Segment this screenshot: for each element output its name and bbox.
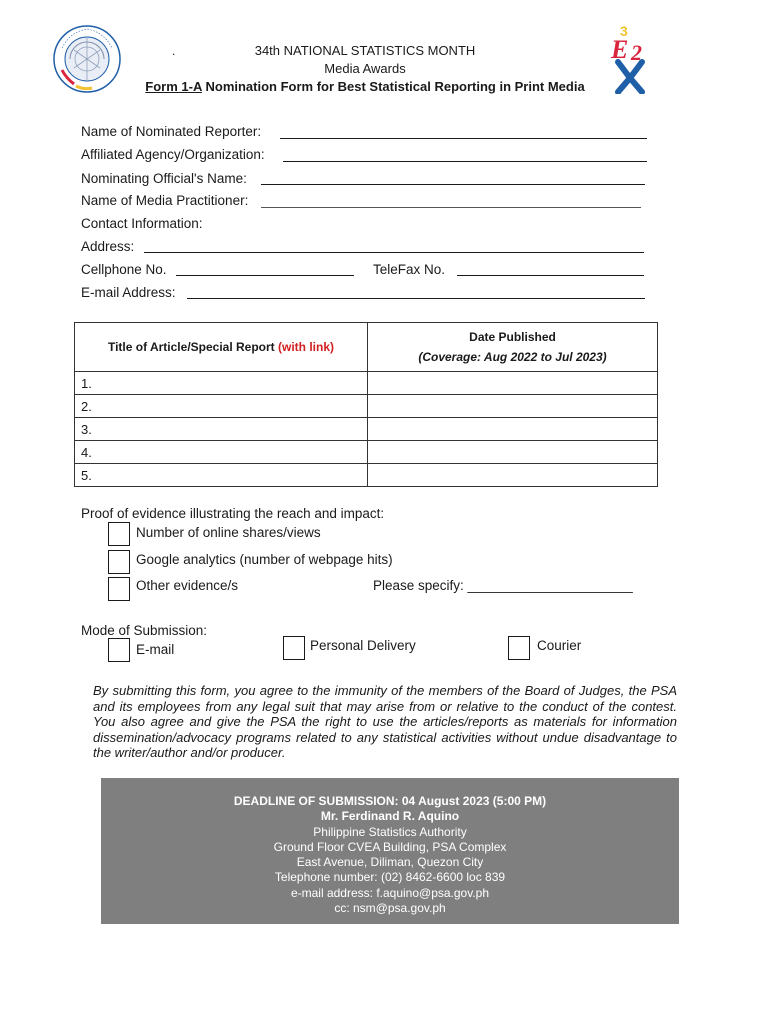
date-cell[interactable]	[368, 418, 658, 441]
table-header-row	[75, 323, 658, 372]
event-subtitle: Media Awards	[324, 61, 406, 76]
courier-label: Courier	[537, 638, 582, 653]
table-row	[75, 441, 658, 464]
telephone: Telephone number: (02) 8462-6600 loc 839	[274, 870, 506, 885]
with-link-text: (with link)	[278, 340, 335, 354]
personal-delivery-checkbox[interactable]	[283, 636, 305, 660]
row-number-cell[interactable]: 3.	[75, 418, 368, 441]
disclaimer-text: By submitting this form, you agree to the immunity of the members of the Board of Judges, the PSA and its employees from any legal suit that may arise from or relative to the conduct of the contest. You also agree and give the PSA the right to use the articles/reports as materials for information dissemination/advocacy programs related to any statistical activities without undue disadvantage to the writer/author and/or producer.	[93, 683, 677, 760]
online-shares-checkbox[interactable]	[108, 522, 130, 546]
media-practitioner-field[interactable]	[261, 207, 641, 208]
table-row	[75, 372, 658, 395]
coverage-header: (Coverage: Aug 2022 to Jul 2023)	[418, 350, 607, 364]
contact-person: Mr. Ferdinand R. Aquino	[320, 809, 460, 824]
form-title	[110, 79, 620, 94]
building: Ground Floor CVEA Building, PSA Complex	[273, 839, 507, 854]
affiliated-agency-field[interactable]	[283, 161, 647, 162]
contact-information-label: Contact Information:	[81, 216, 203, 231]
telefax-label: TeleFax No.	[373, 262, 446, 277]
row-number-cell[interactable]: 2.	[75, 395, 368, 418]
nominated-reporter-label: Name of Nominated Reporter:	[81, 124, 262, 139]
cellphone-field[interactable]	[176, 275, 354, 276]
svg-text:E: E	[611, 35, 629, 64]
google-analytics-checkbox[interactable]	[108, 550, 130, 574]
title-column-header	[75, 323, 368, 372]
organization: Philippine Statistics Authority	[313, 824, 467, 839]
google-analytics-label: Google analytics (number of webpage hits)	[136, 552, 393, 567]
cellphone-label: Cellphone No.	[81, 262, 167, 277]
date-published-header: Date Published	[469, 330, 556, 344]
submission-title: Mode of Submission:	[81, 623, 208, 638]
row-number-cell[interactable]: 1.	[75, 372, 368, 395]
date-cell[interactable]	[368, 395, 658, 418]
evidence-title: Proof of evidence illustrating the reach and impact:	[81, 506, 385, 521]
other-evidence-label: Other evidence/s	[136, 578, 239, 593]
email-contact[interactable]: e-mail address: f.aquino@psa.gov.ph	[290, 885, 490, 900]
table-row	[75, 464, 658, 487]
svg-text:2: 2	[631, 40, 642, 65]
address-label: Address:	[81, 239, 135, 254]
row-number-cell[interactable]: 5.	[75, 464, 368, 487]
nominating-official-field[interactable]	[261, 184, 645, 185]
date-cell[interactable]	[368, 464, 658, 487]
address-field[interactable]	[144, 252, 644, 253]
telefax-field[interactable]	[457, 275, 644, 276]
nominated-reporter-field[interactable]	[280, 138, 647, 139]
other-evidence-checkbox[interactable]	[108, 577, 130, 601]
row-number-cell[interactable]: 4.	[75, 441, 368, 464]
affiliated-agency-label: Affiliated Agency/Organization:	[81, 147, 265, 162]
svg-text:3: 3	[620, 23, 628, 39]
form-title-text: Nomination Form for Best Statistical Reporting in Print Media	[201, 79, 585, 94]
nominating-official-label: Nominating Official's Name:	[81, 171, 247, 186]
cc-contact[interactable]: cc: nsm@psa.gov.ph	[334, 901, 446, 916]
deadline-box	[101, 778, 679, 924]
email-address-field[interactable]	[187, 298, 645, 299]
title-header-text: Title of Article/Special Report	[107, 340, 279, 354]
date-column-header	[368, 323, 658, 372]
media-practitioner-label: Name of Media Practitioner:	[81, 193, 249, 208]
personal-delivery-label: Personal Delivery	[310, 638, 416, 653]
date-cell[interactable]	[368, 372, 658, 395]
online-shares-label: Number of online shares/views	[136, 525, 321, 540]
city: East Avenue, Diliman, Quezon City	[296, 855, 484, 870]
email-option-label: E-mail	[136, 642, 175, 657]
form-id: Form 1-A	[145, 79, 202, 94]
date-cell[interactable]	[368, 441, 658, 464]
deadline-line: DEADLINE OF SUBMISSION: 04 August 2023 (5:00 PM)	[233, 794, 547, 808]
email-checkbox[interactable]	[108, 638, 130, 662]
table-row	[75, 395, 658, 418]
courier-checkbox[interactable]	[508, 636, 530, 660]
email-address-label: E-mail Address:	[81, 285, 176, 300]
table-row	[75, 418, 658, 441]
articles-table	[74, 322, 658, 487]
please-specify-field[interactable]: Please specify: ______________________	[373, 578, 633, 593]
event-title: 34th NATIONAL STATISTICS MONTH	[254, 43, 476, 58]
stray-dot: .	[172, 44, 176, 58]
